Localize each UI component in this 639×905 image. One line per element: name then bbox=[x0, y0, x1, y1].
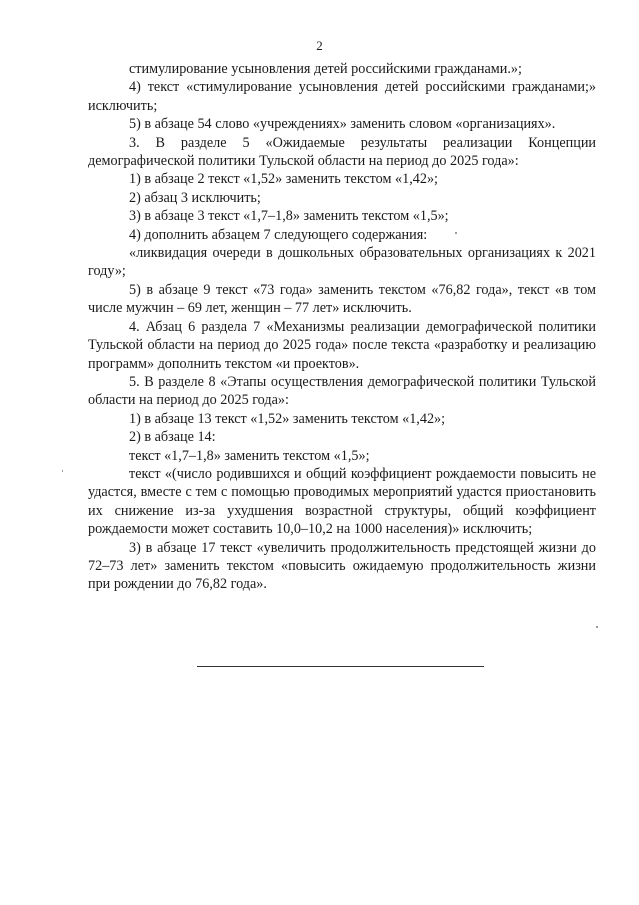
paragraph-1: стимулирование усыновления детей российскими гражданами.»; bbox=[129, 61, 522, 77]
paragraph-9: «ликвидация очереди в дошкольных образовательных организациях к 2021 году»; bbox=[88, 245, 596, 280]
paragraph-2: 4) текст «стимулирование усыновления детей российскими гражданами;» исключить; bbox=[88, 79, 596, 114]
paragraph-15: текст «1,7–1,8» заменить текстом «1,5»; bbox=[129, 447, 370, 464]
paragraph-5: 1) в абзаце 2 текст «1,52» заменить текстом «1,42»; bbox=[129, 171, 438, 188]
paragraph-8: 4) дополнить абзацем 7 следующего содержания: bbox=[129, 226, 428, 243]
paragraph-11: 4. Абзац 6 раздела 7 «Механизмы реализации демографической политики Тульской области на период до 2025 года» после текста «разработку и реализацию программ» дополнить текстом «и проектов». bbox=[88, 318, 596, 372]
paragraph-7: 3) в абзаце 3 текст «1,7–1,8» заменить текстом «1,5»; bbox=[129, 208, 449, 225]
paragraph-3: 5) в абзаце 54 слово «учреждениях» заменить словом «организациях». bbox=[129, 116, 556, 133]
paragraph-12: 5. В разделе 8 «Этапы осуществления демографической политики Тульской области на период до 2025 года»: bbox=[88, 373, 596, 409]
paragraph-17: 3) в абзаце 17 текст «увеличить продолжительность предстоящей жизни до 72–73 лет» заменить текстом «повысить ожидаемую продолжительность жизни при рождении до 76,82 года». bbox=[88, 539, 596, 593]
paragraph-14: 2) в абзаце 14: bbox=[129, 429, 216, 446]
paragraph-16: текст «(число родившихся и общий коэффициент рождаемости повысить не удастся, вместе с тем с помощью проводимых мероприятий удастся приостановить их снижение из-за ухудшения возрастной структуры, общий коэффициент рождаемости может составить 10,0–10,2 на 1000 населения)» исключить; bbox=[88, 465, 596, 538]
paragraph-4: 3. В разделе 5 «Ожидаемые результаты реализации Концепции демографической политики Тульской области на период до 2025 года»: bbox=[88, 134, 596, 170]
scan-speck bbox=[455, 232, 457, 234]
paragraph-6: 2) абзац 3 исключить; bbox=[129, 189, 261, 206]
page-number: 2 bbox=[316, 38, 323, 53]
document-body bbox=[88, 60, 596, 594]
paragraph-10: 5) в абзаце 9 текст «73 года» заменить текстом «76,82 года», текст «в том числе мужчин – 69 лет, женщин – 77 лет» исключить. bbox=[88, 281, 596, 317]
closing-rule bbox=[197, 666, 484, 667]
scan-speck bbox=[596, 626, 598, 628]
scan-speck bbox=[62, 470, 63, 472]
paragraph-13: 1) в абзаце 13 текст «1,52» заменить текстом «1,42»; bbox=[129, 410, 446, 427]
